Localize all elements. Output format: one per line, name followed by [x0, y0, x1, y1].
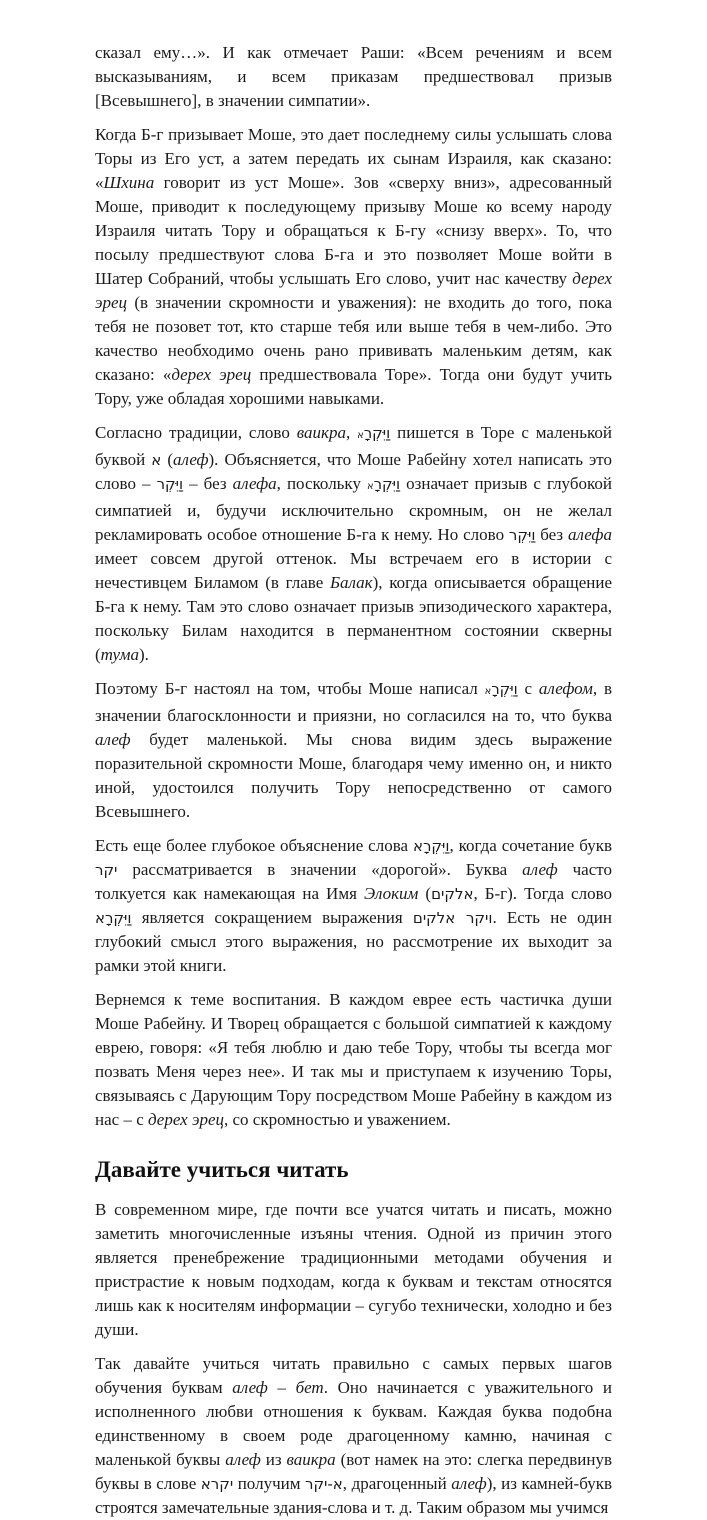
text-run: ,: [345, 423, 358, 442]
paragraph-call-of-moshe: [95, 123, 612, 411]
italic-term: алеф: [172, 450, 209, 469]
italic-term: алефа: [232, 474, 277, 493]
text-run: предшествовала Торе». Тогда они будут учить Тору, уже обладая хорошими навыками.: [95, 365, 612, 408]
paragraph-vayikra-small-alef: [95, 421, 612, 667]
text-run: Так давайте учиться читать правильно с самых первых шагов обучения буквам: [95, 1354, 612, 1397]
paragraph-back-to-education: [95, 988, 612, 1132]
italic-term: дерех эрец: [147, 1110, 224, 1129]
text-run: часто толкуется как намекающая на Имя: [95, 860, 612, 903]
paragraph-rashi-quote: [95, 41, 612, 113]
hebrew-word: א-יקר: [305, 1475, 343, 1493]
hebrew-word: א: [484, 686, 492, 697]
hebrew-word: וַיִּקְרָ: [363, 424, 391, 442]
hebrew-word: ויקר אלקים: [412, 909, 493, 927]
italic-term: алеф: [95, 730, 131, 749]
text-run: ).: [139, 645, 149, 664]
text-run: из: [260, 1450, 287, 1469]
text-run: , драгоценный: [342, 1474, 452, 1493]
text-run: Поэтому Б-г настоял на том, чтобы Моше написал: [95, 679, 485, 698]
text-run: –: [267, 1378, 296, 1397]
hebrew-word: א: [357, 430, 364, 441]
text-run: . Оно начинается с уважительного и исполненного любви отношения к буквам. Каждая буква подобна единственному в своем роде драгоценному камню, начиная с маленькой буквы: [95, 1378, 613, 1469]
italic-term: алеф: [522, 860, 558, 879]
italic-term: алеф: [225, 1450, 261, 1469]
paragraph-learn-properly: [95, 1352, 612, 1520]
paragraph-modern-world: [95, 1198, 612, 1342]
section-heading-lets-learn-to-read: [95, 1156, 612, 1184]
italic-term: дерех эрец: [171, 365, 252, 384]
hebrew-word: א: [367, 481, 374, 492]
text-run: , в значении благосклонности и приязни, но согласился на то, что буква: [95, 679, 613, 725]
text-run: с: [517, 679, 539, 698]
italic-term: Элоким: [363, 884, 419, 903]
italic-term: ваикра: [296, 423, 346, 442]
hebrew-word: אלקים: [431, 885, 474, 903]
text-run: В современном мире, где почти все учатся читать и писать, можно заметить многочисленные изъяны чтения. Одной из причин этого является пренебрежение традиционными методами обучения и пристрастие к новым подходам, когда к буквам и текстам относятся лишь как к носителям информации – сугубо технически, холодно и без души.: [95, 1200, 612, 1339]
hebrew-word: וַיִּקְר: [156, 475, 184, 493]
hebrew-word: יקר: [95, 861, 118, 879]
text-run: Согласно традиции, слово: [95, 423, 297, 442]
italic-term: Балак: [329, 573, 373, 592]
italic-term: тума: [100, 645, 139, 664]
text-run: рассматривается в значении «дорогой». Буква: [117, 860, 523, 879]
text-run: является сокращением выражения: [131, 908, 413, 927]
text-run: пишется в Торе с маленькой буквой: [95, 423, 612, 469]
text-run: без: [535, 525, 568, 544]
text-run: имеет совсем другой оттенок. Мы встречаем его в истории с нечестивцем Биламом (в главе: [95, 549, 612, 592]
text-run: , Б-г). Тогда слово: [473, 884, 612, 903]
italic-term: алефа: [567, 525, 612, 544]
italic-term: дерех эрец: [95, 269, 612, 312]
italic-term: Шхина: [103, 173, 155, 192]
text-run: ), когда описывается обращение Б-га к нему. Там это слово означает призыв эпизодического характера, поскольку Билам находится в перманентном состоянии скверны (: [95, 573, 612, 664]
italic-term: ваикра: [286, 1450, 336, 1469]
text-run: означает призыв с глубокой симпатией и, будучи исключительно скромным, он не желал рекламировать особое отношение Б-га к нему. Но слово: [95, 474, 612, 544]
italic-term: алефом: [538, 679, 593, 698]
text-run: говорит из уст Моше». Зов «сверху вниз», адресованный Моше, приводит к последующему призыву Моше ко всему народу Израиля читать Тору и обращаться к Б-гу «снизу вверх». То, что посылу предшествуют слова Б-га и это позволяет Моше войти в Шатер Собраний, чтобы услышать Его слово, учит нас качеству: [95, 173, 612, 288]
text-run: (: [161, 450, 173, 469]
text-run: будет маленькой. Мы снова видим здесь выражение поразительной скромности Моше, благодаря чему именно он, и никто иной, удостоился получить Тору непосредственно от самого Всевышнего.: [95, 730, 612, 821]
italic-term: бет: [295, 1378, 324, 1397]
paragraph-deeper-explanation: [95, 834, 612, 978]
text-run: (в значении скромности и уважения): не входить до того, пока тебя не позовет тот, кто старше тебя или выше тебя в чем-либо. Это качество необходимо очень рано прививать маленьким детям, как сказано: «: [95, 293, 612, 384]
hebrew-word: וַיִּקְרָ: [373, 475, 401, 493]
italic-term: алеф: [451, 1474, 487, 1493]
italic-term: алеф: [232, 1378, 268, 1397]
text-run: сказал ему…». И как отмечает Раши: «Всем речениям и всем высказываниям, и всем приказам предшествовал призыв [Всевышнего], в значении симпатии».: [95, 43, 612, 110]
paragraph-gd-insisted: [95, 677, 612, 824]
text-run: , когда сочетание букв: [449, 836, 612, 855]
text-run: Когда Б-г призывает Моше, это дает последнему силы услышать слова Торы из Его уст, а затем передать их сынам Израиля, как сказано: «: [95, 125, 612, 192]
hebrew-word: א: [151, 451, 162, 469]
hebrew-word: וַיִּקְרָא: [412, 837, 450, 855]
text-run: Есть еще более глубокое объяснение слова: [95, 836, 413, 855]
text-run: – без: [183, 474, 233, 493]
text-run: Давайте учиться читать: [95, 1157, 349, 1182]
hebrew-word: יקרא: [200, 1475, 234, 1493]
hebrew-word: וַיִּקְרָא: [95, 909, 132, 927]
text-run: (: [418, 884, 432, 903]
text-run: (вот намек на это: слегка передвинув буквы в слове: [95, 1450, 612, 1493]
text-run: . Есть не один глубокий смысл этого выражения, но рассмотрение их выходит за рамки этой книги.: [95, 908, 612, 975]
hebrew-word: וַיִּקְרָ: [491, 680, 518, 698]
text-run: , со скромностью и уважением.: [224, 1110, 451, 1129]
text-run: ), из камней-букв строятся замечательные здания-слова и т. д. Таким образом мы учимся: [95, 1474, 612, 1517]
hebrew-word: וַיִּקְר: [508, 526, 536, 544]
text-run: ). Объясняется, что Моше Рабейну хотел написать это слово –: [95, 450, 612, 493]
text-run: , поскольку: [276, 474, 368, 493]
text-run: получим: [233, 1474, 305, 1493]
text-run: Вернемся к теме воспитания. В каждом еврее есть частичка души Моше Рабейну. И Творец обращается с большой симпатией к каждому еврею, говоря: «Я тебя люблю и даю тебе Тору, чтобы ты всегда мог позвать Меня через нее». И так мы и приступаем к изучению Торы, связываясь с Дарующим Тору посредством Моше Рабейну в каждом из нас – с: [95, 990, 612, 1129]
